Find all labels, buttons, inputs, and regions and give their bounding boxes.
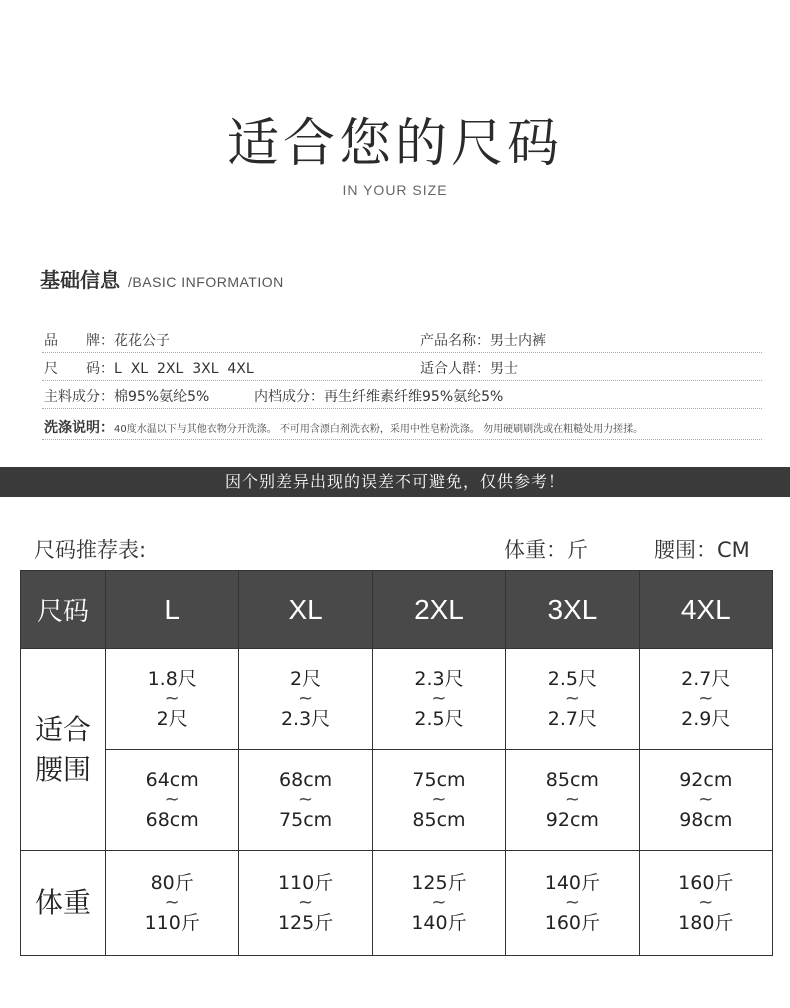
cell-to: 180斤 (678, 912, 734, 934)
basic-info-heading-cn: 基础信息 (40, 268, 120, 292)
waist-label-line-1: 适合 (34, 712, 91, 746)
tilde-mark: ~ (298, 789, 314, 810)
table-cell (506, 851, 639, 956)
cell-from: 2.7尺 (681, 668, 731, 690)
recommend-row (34, 534, 764, 560)
tilde-mark: ~ (298, 892, 314, 913)
tilde-mark: ~ (564, 688, 580, 709)
cell-to: 2.7尺 (547, 708, 597, 730)
cell-from: 85cm (545, 769, 599, 791)
size-table (20, 570, 773, 956)
cell-to: 85cm (412, 809, 466, 831)
cell-from: 160斤 (678, 872, 734, 894)
crowd-label: 适合人群： (420, 361, 490, 377)
tilde-mark: ~ (431, 892, 447, 913)
tilde-mark: ~ (564, 789, 580, 810)
size-header-row (21, 571, 773, 649)
table-cell (239, 649, 372, 750)
size-label: 尺 码： (44, 361, 114, 377)
weight-row-label: 体重 (21, 851, 106, 956)
cell-to: 68cm (145, 809, 199, 831)
cell-to: 2.5尺 (414, 708, 464, 730)
waist-chi-row (21, 649, 773, 750)
product-field (420, 330, 546, 350)
weight-unit: 体重：斤 (504, 538, 588, 562)
cell-from: 2.3尺 (414, 668, 464, 690)
size-value: L XL 2XL 3XL 4XL (114, 361, 254, 377)
wash-label: 洗涤说明： (44, 420, 114, 436)
info-row-size (42, 358, 762, 381)
tilde-mark: ~ (164, 892, 180, 913)
table-cell (372, 750, 505, 851)
cell-to: 2.3尺 (280, 708, 331, 730)
tilde-mark: ~ (698, 892, 714, 913)
cell-to: 92cm (545, 809, 599, 831)
cell-to: 98cm (679, 809, 733, 831)
cell-from: 92cm (679, 769, 733, 791)
info-row-brand (42, 330, 762, 353)
size-header-cell: L (106, 571, 239, 649)
cell-to: 2尺 (156, 708, 188, 730)
material-label: 主料成分： (44, 389, 114, 405)
wash-value: 40度水温以下与其他衣物分开洗涤。 不可用含漂白剂洗衣粉，采用中性皂粉洗涤。 勿用硬刷刷洗或在粗糙处用力搓揉。 (114, 424, 644, 435)
table-cell (506, 750, 639, 851)
table-cell (639, 750, 772, 851)
tilde-mark: ~ (298, 688, 314, 709)
waist-row-label (21, 649, 106, 851)
cell-to: 2.9尺 (681, 708, 731, 730)
cell-from: 80斤 (150, 872, 194, 894)
cell-from: 64cm (145, 769, 199, 791)
waist-label-line-2: 腰围 (34, 752, 91, 786)
size-field (44, 358, 254, 378)
crotch-value: 再生纤维素纤维95%氨纶5% (324, 389, 504, 405)
size-header-cell: XL (239, 571, 372, 649)
table-cell (506, 649, 639, 750)
cell-to: 125斤 (277, 912, 334, 934)
cell-from: 125斤 (411, 872, 467, 894)
table-cell (239, 851, 372, 956)
cell-from: 68cm (279, 769, 333, 791)
size-header-corner: 尺码 (21, 571, 106, 649)
brand-value: 花花公子 (114, 333, 170, 349)
tilde-mark: ~ (698, 789, 714, 810)
cell-from: 2尺 (290, 668, 322, 690)
waist-cm-row (21, 750, 773, 851)
cell-to: 110斤 (144, 912, 200, 934)
crotch-label: 内档成分： (254, 389, 324, 405)
tilde-mark: ~ (164, 688, 180, 709)
weight-row (21, 851, 773, 956)
product-value: 男士内裤 (490, 333, 546, 349)
cell-from: 75cm (412, 769, 466, 791)
table-cell (372, 649, 505, 750)
material-field (44, 386, 209, 406)
tilde-mark: ~ (431, 688, 447, 709)
table-cell (106, 851, 239, 956)
page-subtitle: IN YOUR SIZE (342, 182, 448, 198)
cell-from: 140斤 (544, 872, 600, 894)
crotch-field (254, 386, 503, 406)
table-cell (372, 851, 505, 956)
table-cell (639, 851, 772, 956)
wash-field (44, 417, 643, 437)
crowd-field (420, 358, 518, 378)
recommend-label: 尺码推荐表: (34, 538, 147, 562)
basic-info-heading-en: /BASIC INFORMATION (128, 274, 284, 290)
basic-info-heading (40, 264, 284, 293)
waist-unit: 腰围：CM (654, 538, 750, 562)
tilde-mark: ~ (164, 789, 180, 810)
size-header-cell: 3XL (506, 571, 639, 649)
cell-to: 140斤 (411, 912, 467, 934)
crowd-value: 男士 (490, 361, 518, 377)
info-row-material (42, 386, 762, 409)
brand-label: 品 牌： (44, 333, 114, 349)
material-value: 棉95%氨纶5% (114, 389, 210, 405)
page-title: 适合您的尺码 (226, 114, 563, 174)
table-cell (106, 750, 239, 851)
tilde-mark: ~ (564, 892, 580, 913)
cell-to: 160斤 (544, 912, 600, 934)
tilde-mark: ~ (698, 688, 714, 709)
size-header-cell: 2XL (372, 571, 505, 649)
disclaimer-banner: 因个别差异出现的误差不可避免，仅供参考！ (0, 467, 790, 497)
product-label: 产品名称： (420, 333, 490, 349)
table-cell (639, 649, 772, 750)
cell-from: 1.8尺 (147, 668, 197, 690)
tilde-mark: ~ (431, 789, 447, 810)
cell-from: 2.5尺 (547, 668, 597, 690)
table-cell (239, 750, 372, 851)
brand-field (44, 330, 170, 350)
info-row-wash (42, 417, 762, 440)
cell-from: 110斤 (277, 872, 334, 894)
size-header-cell: 4XL (639, 571, 772, 649)
cell-to: 75cm (279, 809, 333, 831)
table-cell (106, 649, 239, 750)
